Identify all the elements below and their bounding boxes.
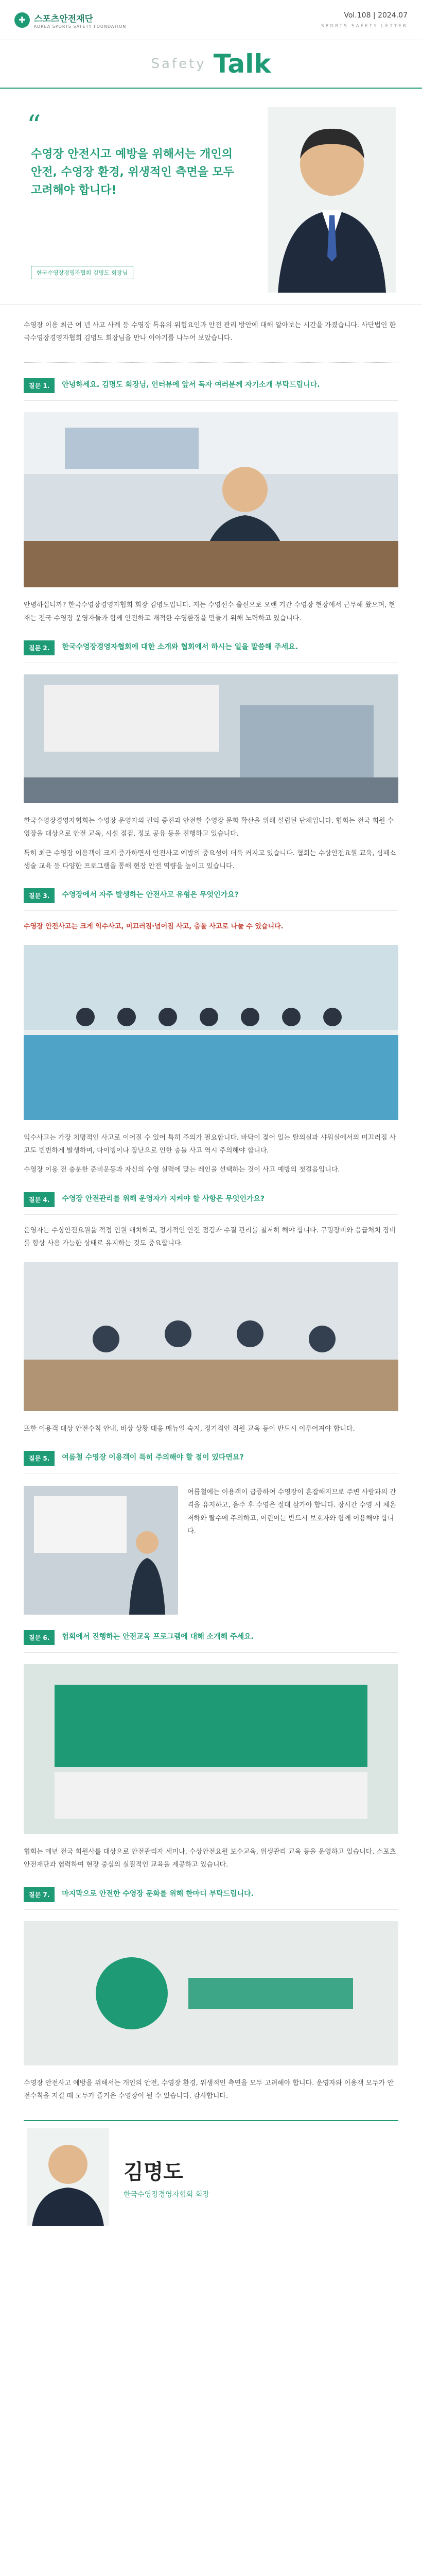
title-band xyxy=(0,40,422,89)
question-tag: 질문 4. xyxy=(24,1192,55,1207)
answer-paragraph: 수영장 이용 전 충분한 준비운동과 자신의 수영 실력에 맞는 레인을 선택하는 것이 사고 예방의 첫걸음입니다. xyxy=(24,1166,340,1174)
logo-text: 스포츠안전재단 xyxy=(34,13,93,24)
office-photo xyxy=(24,412,398,587)
answer-paragraph: 한국수영장경영자협회는 수영장 운영자의 권익 증진과 안전한 수영장 문화 확산을 위해 설립된 단체입니다. 협회는 전국 회원 수영장을 대상으로 안전 교육, 시설 점검, 정보 공유 등을 진행하고 있습니다. xyxy=(24,817,394,838)
answer-paragraph: 협회는 매년 전국 회원사를 대상으로 안전관리자 세미나, 수상안전요원 보수교육, 위생관리 교육 등을 운영하고 있습니다. 스포츠안전재단과 협력하여 현장 중심의 실질적인 교육을 제공하고 있습니다. xyxy=(24,1848,396,1869)
answer-paragraph: 운영자는 수상안전요원을 적정 인원 배치하고, 정기적인 안전 점검과 수질 관리를 철저히 해야 합니다. 구명장비와 응급처치 장비를 항상 사용 가능한 상태로 유지하는 것도 중요합니다. xyxy=(24,1226,396,1248)
profile-card xyxy=(24,2120,398,2233)
profile-photo xyxy=(27,2128,109,2226)
logo-icon: ✚ xyxy=(14,12,30,28)
question-6 xyxy=(24,1630,398,1653)
question-text: 협회에서 진행하는 안전교육 프로그램에 대해 소개해 주세요. xyxy=(62,1632,254,1641)
question-text: 안녕하세요. 김명도 회장님, 인터뷰에 앞서 독자 여러분께 자기소개 부탁드립니다. xyxy=(62,381,320,389)
question-7 xyxy=(24,1887,398,1910)
quote-icon: “ xyxy=(27,109,41,142)
answer-paragraph: 여름철에는 이용객이 급증하여 수영장이 혼잡해지므로 주변 사람과의 간격을 유지하고, 음주 후 수영은 절대 삼가야 합니다. 장시간 수영 시 체온 저하와 탈수에 주의하고, 어린이는 반드시 보호자와 함께 이용해야 합니다. xyxy=(187,1488,396,1535)
profile-text xyxy=(124,2156,209,2199)
answer-3-cont xyxy=(24,1131,398,1177)
question-text: 여름철 수영장 이용객이 특히 주의해야 할 점이 있다면요? xyxy=(62,1453,244,1462)
question-4 xyxy=(24,1192,398,1215)
question-text: 마지막으로 안전한 수영장 문화를 위해 한마디 부탁드립니다. xyxy=(62,1889,254,1898)
answer-2 xyxy=(24,815,398,873)
interviewee-portrait xyxy=(268,107,396,293)
answer-paragraph: 또한 이용객 대상 안전수칙 안내, 비상 상황 대응 매뉴얼 숙지, 정기적인 직원 교육 등이 반드시 이루어져야 합니다. xyxy=(24,1425,355,1433)
article xyxy=(0,305,422,2233)
profile-name: 김명도 xyxy=(124,2160,183,2184)
question-tag: 질문 1. xyxy=(24,378,55,393)
question-3 xyxy=(24,888,398,911)
answer-7 xyxy=(24,2077,398,2103)
question-2 xyxy=(24,640,398,663)
answer-paragraph: 익수사고는 가장 치명적인 사고로 이어질 수 있어 특히 주의가 필요합니다. 바닥이 젖어 있는 탈의실과 샤워실에서의 미끄러짐 사고도 빈번하게 발생하며, 다이빙이나 장난으로 인한 충돌 사고 역시 주의해야 합니다. xyxy=(24,1133,396,1155)
question-1 xyxy=(24,378,398,401)
lecture-photo xyxy=(24,1486,178,1615)
question-tag: 질문 3. xyxy=(24,888,55,903)
question-tag: 질문 5. xyxy=(24,1451,55,1466)
hero xyxy=(0,89,422,305)
event-banner-photo xyxy=(24,1664,398,1834)
question-tag: 질문 2. xyxy=(24,640,55,655)
question-text: 수영장 안전관리를 위해 운영자가 지켜야 할 사항은 무엇인가요? xyxy=(62,1194,265,1203)
question-text: 수영장에서 자주 발생하는 안전사고 유형은 무엇인가요? xyxy=(62,891,239,900)
letter-label: SPORTS SAFETY LETTER xyxy=(321,24,408,29)
answer-5 xyxy=(187,1486,398,1544)
meeting-photo xyxy=(24,1262,398,1411)
seminar-photo xyxy=(24,674,398,803)
answer-6 xyxy=(24,1845,398,1872)
answer-paragraph: 수영장 안전사고 예방을 위해서는 개인의 안전, 수영장 환경, 위생적인 측면을 모두 고려해야 합니다. 운영자와 이용객 모두가 안전수칙을 지킬 때 모두가 즐거운 수영장이 될 수 있습니다. 감사합니다. xyxy=(24,2079,394,2100)
hero-quote: 수영장 안전시고 예방을 위해서는 개인의 안전, 수영장 환경, 위생적인 측면을 모두 고려해야 합니다! xyxy=(31,148,235,197)
answer-3 xyxy=(24,920,398,933)
page-title: Talk xyxy=(213,49,271,79)
association-plaque-photo xyxy=(24,1921,398,2065)
answer-5-block xyxy=(24,1486,398,1615)
answer-paragraph: 특히 최근 수영장 이용객이 크게 증가하면서 안전사고 예방의 중요성이 더욱 커지고 있습니다. 협회는 수상안전요원 교육, 심폐소생술 교육 등 다양한 프로그램을 통해 현장 안전 역량을 높이고 있습니다. xyxy=(24,849,396,871)
answer-4 xyxy=(24,1224,398,1250)
question-5 xyxy=(24,1451,398,1473)
answer-paragraph: 안녕하십니까? 한국수영장경영자협회 회장 김명도입니다. 저는 수영선수 출신으로 오랜 기간 수영장 현장에서 근무해 왔으며, 현재는 전국 수영장 운영자들과 함께 안전하고 쾌적한 수영환경을 만들기 위해 노력하고 있습니다. xyxy=(24,601,395,622)
intro-text: 수영장 이용 최근 여 년 사고 사례 등 수영장 특유의 위험요인과 안전 관리 방안에 대해 알아보는 시간을 가졌습니다. 사단법인 한국수영장경영자협회 김명도 회장님을 만나 이야기를 나누어 보았습니다. xyxy=(24,305,398,363)
answer-1 xyxy=(24,599,398,625)
profile-role: 한국수영장경영자협회 회장 xyxy=(124,2190,209,2199)
question-tag: 질문 7. xyxy=(24,1887,55,1902)
answer-paragraph: 수영장 안전사고는 크게 익수사고, 미끄러짐·넘어짐 사고, 충돌 사고로 나눌 수 있습니다. xyxy=(24,923,284,931)
header xyxy=(0,0,422,40)
hero-caption: 한국수영장경영자협회 김명도 회장님 xyxy=(31,266,133,279)
issue-number: Vol.108 | 2024.07 xyxy=(344,11,408,20)
question-tag: 질문 6. xyxy=(24,1630,55,1645)
logo-subtext: KOREA SPORTS SAFETY FOUNDATION xyxy=(34,24,127,29)
question-text: 한국수영장경영자협회에 대한 소개와 협회에서 하시는 일을 말씀해 주세요. xyxy=(62,643,298,652)
title-small: Safety xyxy=(151,56,206,72)
answer-4-cont xyxy=(24,1422,398,1435)
logo[interactable] xyxy=(34,11,126,29)
pool-class-photo xyxy=(24,945,398,1120)
